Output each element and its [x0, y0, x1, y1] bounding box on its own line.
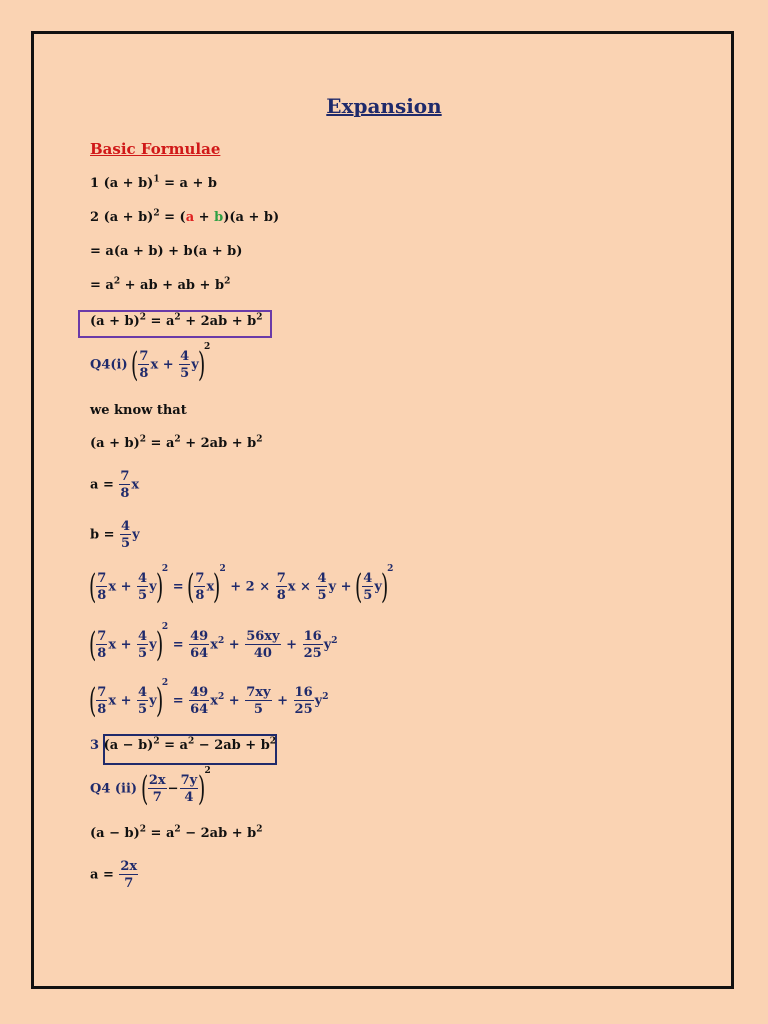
boxed-identity: $(a + b)^2 = a^2 + 2ab + b^2$ — [90, 312, 263, 329]
expansion-row-1: ( $\frac{7}{8}$ x + $\frac{4}{5}$ y)$^2$ = ( $\frac{7}{8}$ x)$^2$ + 2 × $\frac{7}{8}$ x × $\frac{4}{5}$ y + ( $\frac{4}{5}$ y)$^2$ — [88, 564, 394, 607]
expansion-row-3: ( $\frac{7}{8}$ x + $\frac{4}{5}$ y)$^2$ = $\frac{49}{64}$ $x^2$ + $\frac{7xy}{5}$ + $\frac{16}{25}$ $y^2$ — [88, 678, 329, 721]
a-definition: a = $\frac{7}{8}$ x — [90, 469, 140, 501]
identity-plus: $(a + b)^2 = a^2 + 2ab + b^2$ — [90, 434, 263, 451]
question-4i: Q4(i) ( $\frac{7}{8}$ x + $\frac{4}{5}$ y)$^2$ — [90, 342, 211, 385]
b-definition: b = $\frac{4}{5}$ y — [90, 519, 140, 551]
we-know-text: we know that — [90, 403, 187, 418]
formula-1: 1 $(a + b)^1 = a + b$ — [90, 174, 218, 191]
expansion-step-1: = a(a + b) + b(a + b) — [90, 244, 243, 259]
a-definition-2: a = $\frac{2x}{7}$ — [90, 859, 138, 891]
question-4ii: Q4 (ii) ( $\frac{2x}{7}$ − $\frac{7y}{4}$ )$^2$ — [90, 766, 211, 809]
section-heading: Basic Formulae — [90, 140, 221, 158]
expansion-step-2: = $a^2$ + ab + ab + $b^2$ — [90, 276, 231, 293]
expansion-row-2: ( $\frac{7}{8}$ x + $\frac{4}{5}$ y)$^2$ = $\frac{49}{64}$ $x^2$ + $\frac{56xy}{40}$ + $\frac{16}{25}$ $y^2$ — [88, 622, 338, 665]
identity-minus: $(a - b)^2 = a^2 - 2ab + b^2$ — [90, 824, 263, 841]
formula-3: 3 $(a - b)^2 = a^2 - 2ab + b^2$ — [90, 736, 277, 753]
page-border — [31, 31, 734, 989]
page-title: Expansion — [326, 94, 442, 118]
formula-2: 2 $(a + b)^2 = (a + b)(a + b)$ — [90, 208, 280, 225]
